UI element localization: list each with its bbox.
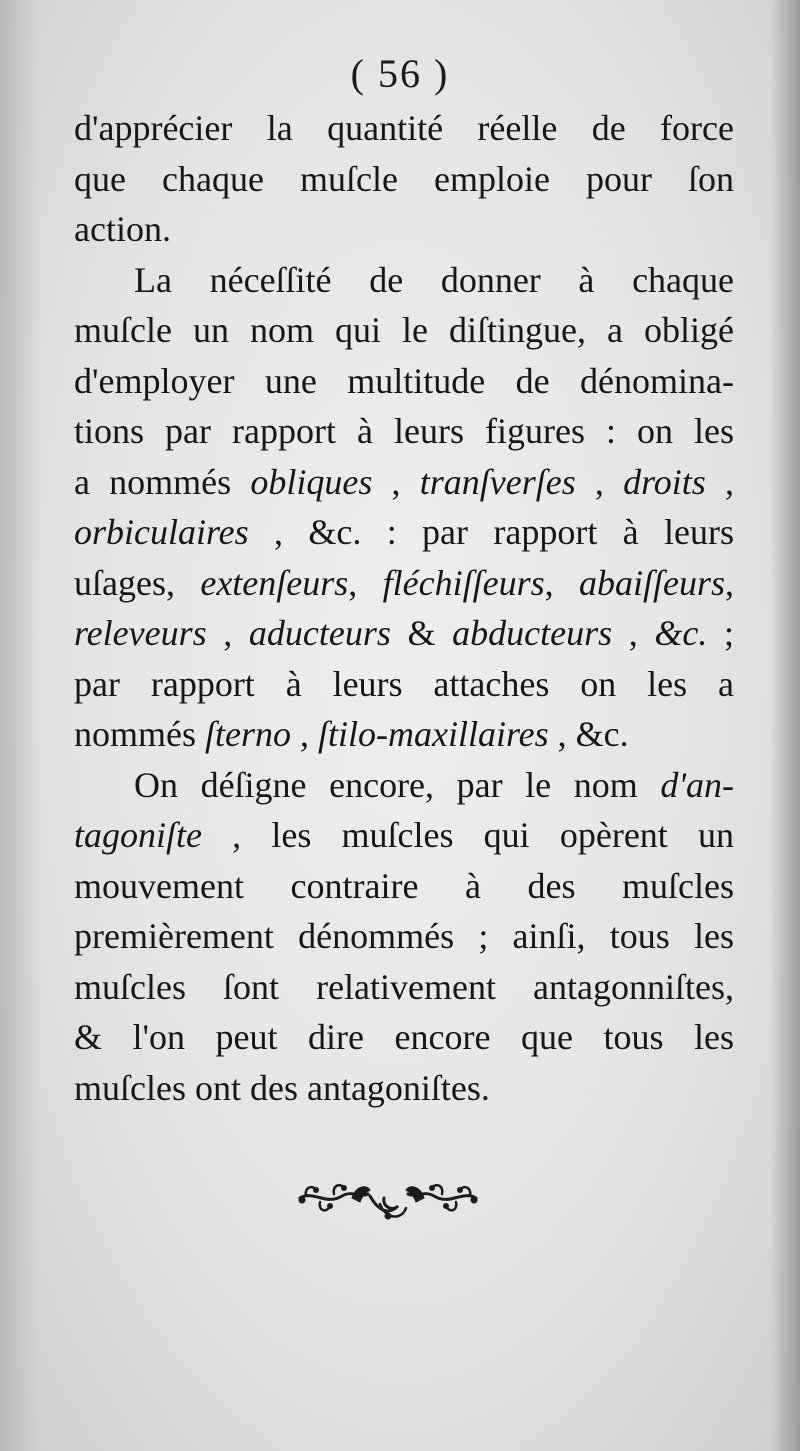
text-line [74, 1063, 734, 1114]
text-line [74, 204, 734, 255]
text-fragment: , &c. : par rapport à leurs [248, 512, 734, 552]
text-fragment: que chaque muſcle emploie pour ſon [74, 158, 734, 199]
text-line [74, 810, 734, 861]
italic-term: releveurs [74, 613, 207, 653]
text-line [74, 911, 734, 962]
text-line [74, 305, 734, 356]
text-fragment: , [372, 461, 420, 502]
text-fragment: mouvement contraire à des muſcles [74, 865, 734, 906]
text-line [74, 558, 734, 609]
body-text [74, 103, 734, 1113]
text-fragment: a nommés [74, 461, 251, 502]
italic-term: orbiculaires [74, 512, 249, 552]
text-fragment: premièrement dénommés ; ainſi, tous les [74, 916, 734, 956]
text-line [74, 608, 734, 659]
text-fragment: , [348, 562, 383, 603]
text-line [74, 406, 734, 457]
text-fragment: , [291, 714, 318, 754]
text-fragment: , [544, 562, 579, 603]
text-line [74, 457, 734, 508]
text-fragment: muſcle un nom qui le diſtingue, a obligé [74, 310, 734, 350]
text-fragment: d'employer une multitude de dénomina- [74, 360, 734, 401]
page-edge-shadow-right [770, 0, 800, 1451]
italic-term: abducteurs [452, 613, 613, 653]
text-fragment: , [705, 461, 734, 502]
text-line [74, 659, 734, 710]
text-line [74, 103, 734, 154]
text-line [74, 760, 734, 811]
text-fragment: , [612, 613, 655, 653]
italic-term: tranſverſes [419, 461, 576, 502]
text-line [74, 154, 734, 205]
text-line [74, 356, 734, 407]
italic-term: extenſeurs [200, 562, 349, 603]
text-fragment: muſcles ſont relativement antagonniſtes, [74, 966, 734, 1007]
text-line [74, 962, 734, 1013]
text-line [74, 861, 734, 912]
text-fragment: , &c. [548, 714, 629, 754]
text-fragment: tions par rapport à leurs figures : on les [74, 411, 734, 451]
italic-term: ſterno [205, 714, 291, 754]
text-fragment: ; [707, 613, 734, 653]
text-fragment: & [390, 613, 453, 653]
italic-term: abaiſſeurs [579, 562, 726, 603]
text-fragment: On déſigne encore, par le nom [134, 764, 661, 805]
italic-term: ſtilo-maxillaires [318, 714, 549, 754]
text-fragment: & l'on peut dire encore que tous les [74, 1017, 734, 1057]
text-fragment: muſcles ont des antagoniſtes. [74, 1067, 490, 1108]
text-fragment: , les muſcles qui opèrent un [202, 815, 734, 855]
text-line [74, 255, 734, 306]
text-line [74, 507, 734, 558]
text-fragment: nommés [74, 714, 205, 754]
text-fragment: La néceſſité de donner à chaque [134, 259, 734, 300]
italic-term: tagoniſte [74, 815, 202, 855]
text-fragment: action. [74, 209, 171, 249]
text-fragment: par rapport à leurs attaches on les a [74, 663, 734, 704]
text-fragment: d'apprécier la quantité réelle de force [74, 108, 734, 148]
text-fragment: uſages, [74, 562, 201, 603]
page-edge-shadow-left [0, 0, 40, 1451]
page-number: ( 56 ) [350, 51, 450, 96]
floral-vignette-icon [296, 1176, 480, 1224]
text-line [74, 709, 734, 760]
italic-term: droits [623, 461, 706, 502]
italic-term: d'an- [660, 764, 734, 805]
text-fragment: , [575, 461, 624, 502]
text-line [74, 1012, 734, 1063]
text-fragment: , [725, 562, 734, 603]
italic-term: obliques [250, 461, 373, 502]
text-fragment: , [206, 613, 249, 653]
italic-term: aducteurs [248, 613, 391, 653]
italic-term: fléchiſſeurs [382, 562, 545, 603]
italic-term: &c. [654, 613, 708, 653]
